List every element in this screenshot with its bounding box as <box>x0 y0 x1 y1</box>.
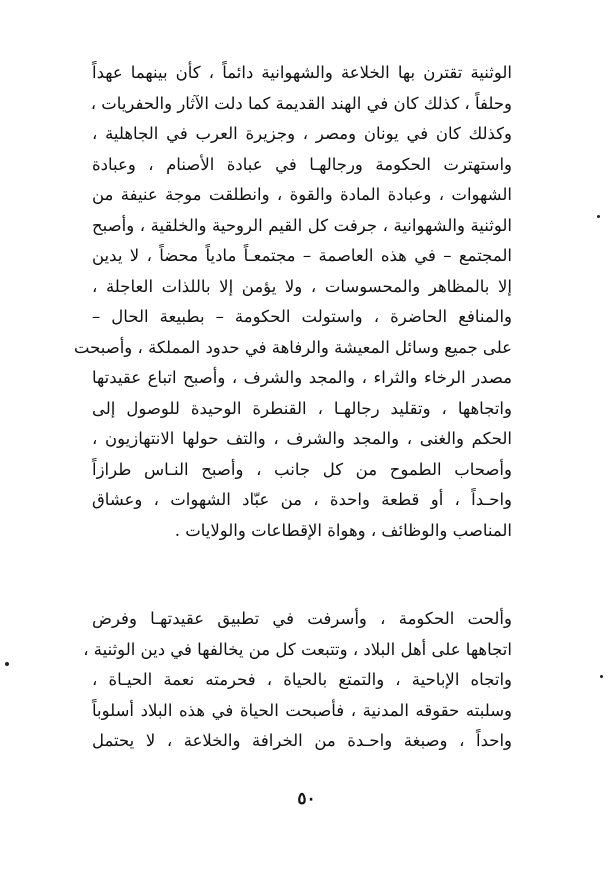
text-line: مصدر الرخاء والثراء ، والمجد والشرف ، وأصبح اتباع عقيدتها <box>92 368 512 387</box>
scan-speck <box>600 675 603 678</box>
text-line: وكذلك كان في يونان ومصر ، وجزيرة العرب في الجاهلية ، <box>92 124 512 143</box>
text-line: وألحت الحكومة ، وأسرفت في تطبيق عقيدتهـا وفرض <box>92 609 512 628</box>
page-number: ٥٠ <box>297 789 316 809</box>
text-line: الوثنية تقترن بها الخلاعة والشهوانية دائماً ، كأن بينهما عهداً <box>92 63 512 82</box>
text-line: واحـداً ، أو قطعة واحدة ، من عبّاد الشهوات ، وعشاق <box>92 490 512 509</box>
text-line: الشهوات ، وعبادة المادة والقوة ، وانطلقت موجة عنيفة من <box>92 185 512 204</box>
text-line: على جميع وسائل المعيشة والرفاهة في حدود المملكة ، وأصبحت <box>73 337 512 357</box>
text-line: الوثنية والشهوانية ، جرفت كل القيم الروحية والخلقية ، وأصبح <box>92 215 512 235</box>
text-line: واحداً ، وصبغة واحـدة من الخرافة والخلاعة ، لا يحتمل <box>92 731 512 750</box>
text-line: واتجاهها ، وتقليد رجالهـا ، القنطرة الوحيدة للوصول إلى <box>92 398 512 418</box>
text-line: المجتمع – في هذه العاصمة – مجتمعـاً مادياً محضاً ، لا يدين <box>92 246 512 265</box>
text-line: وأصحاب الطموح من كل جانب ، وأصبح النـاس طرازاً <box>92 459 512 479</box>
scan-speck <box>597 215 600 218</box>
scan-speck <box>5 662 9 666</box>
text-line: واستهترت الحكومة ورجالهـا في عبادة الأصنام ، وعبادة <box>92 154 512 174</box>
paragraph-2 <box>83 604 512 757</box>
text-line: واتجاه الإباحية ، والتمتع بالحياة ، فحرمته نعمة الحيـاة ، <box>92 670 512 689</box>
text-line: اتجاهها على أهل البلاد ، وتتبعت كل من يخالفها في دين الوثنية ، <box>83 639 512 659</box>
text-line: وسلبته حقوقه المدنية ، فأصبحت الحياة في هذه البلاد أسلوباً <box>92 700 512 720</box>
text-line: والمنافع الحاضرة ، واستولت الحكومة – بطبيعة الحال – <box>92 307 512 326</box>
text-line: إلا بالمظاهر والمحسوسات ، ولا يؤمن إلا باللذات العاجلة ، <box>92 276 512 296</box>
text-line: الحكم والغنى ، والمجد والشرف ، والتف حولها الانتهازيون ، <box>92 429 512 448</box>
text-line: وحلفاً ، كذلك كان في الهند القديمة كما دلت الآثار والحفريات ، <box>90 93 512 113</box>
text-line: المناصب والوظائف ، وهواة الإقطاعات والولايات . <box>174 520 512 540</box>
paragraph-1 <box>73 58 512 546</box>
